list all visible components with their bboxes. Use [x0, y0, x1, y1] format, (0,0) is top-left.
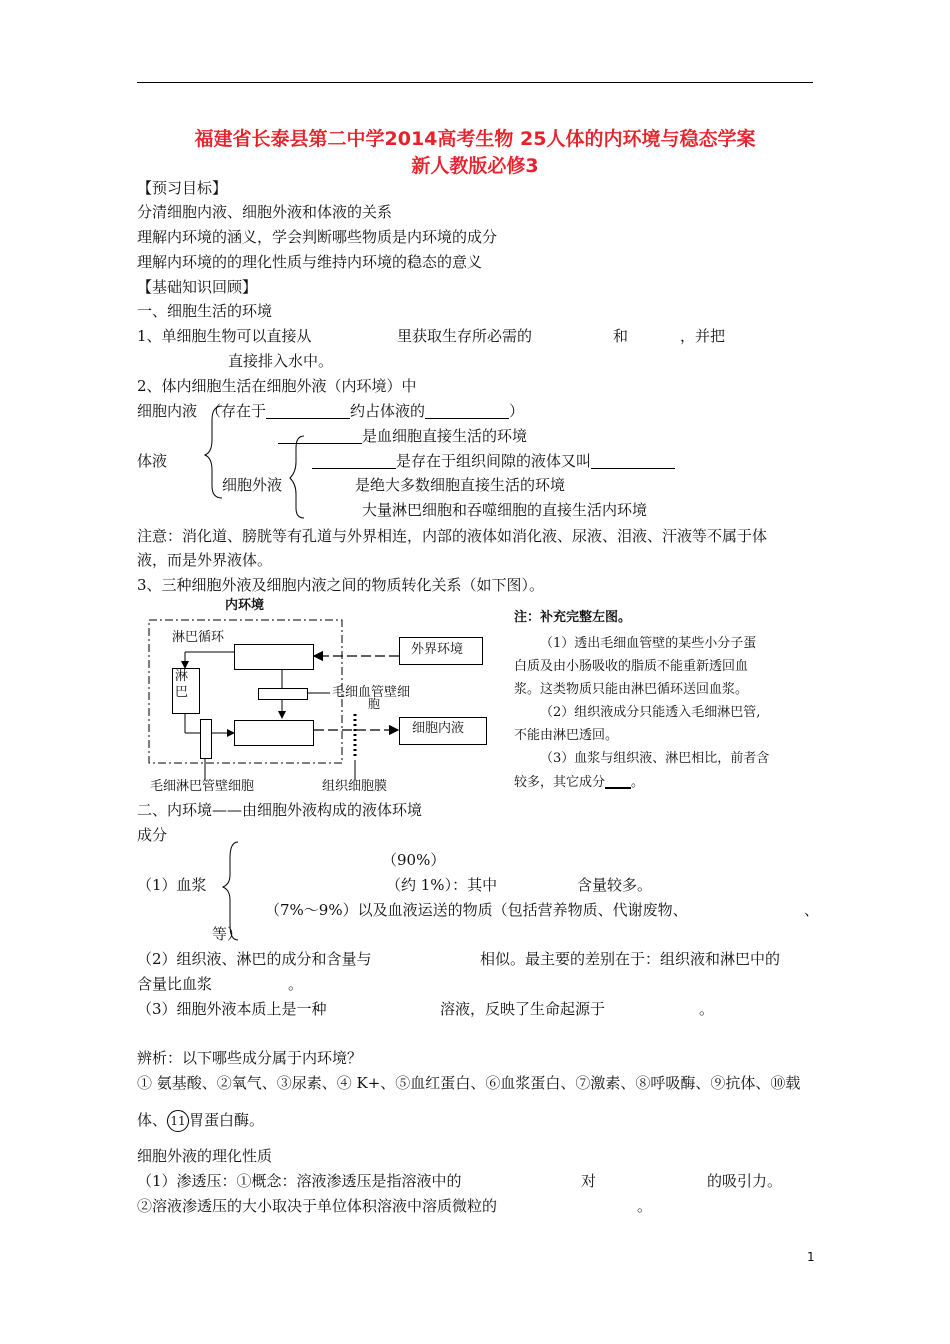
analysis-items-2: 体、 11 胃蛋白酶。 — [137, 1110, 264, 1132]
analysis-items: ① 氨基酸、②氧气、③尿素、④ K+、⑤血红蛋白、⑥血浆蛋白、⑦激素、⑧呼吸酶、⑨抗体、⑩载 — [137, 1074, 801, 1092]
extra-line-1: 是血细胞直接生活的环境 — [278, 429, 527, 444]
side-note-p3-2: 较多，其它成分 。 — [514, 775, 645, 790]
tissue-fluid-box — [234, 720, 314, 746]
plasma-box — [234, 644, 314, 670]
inner-env-label: 内环境 — [225, 598, 265, 613]
plasma-7-a: （7%～9%）以及血液运送的物质（包括营养物质、代谢废物、 — [265, 901, 688, 919]
capillary-wall-label-1: 毛细血管壁细 — [332, 685, 411, 700]
lymph-label-2: 巴 — [175, 685, 189, 700]
plasma-etc: 等） — [212, 925, 243, 943]
q1-part-b: 里获取生存所必需的 — [397, 327, 533, 345]
extra-label: 细胞外液 — [222, 476, 283, 494]
doc-title-line2: 新人教版必修3 — [411, 155, 539, 177]
page-number: 1 — [807, 1250, 815, 1264]
plasma-1-b: 含量较多。 — [577, 876, 653, 894]
q1-part-c: 和 — [613, 327, 629, 345]
capillary-wall-box — [258, 688, 308, 700]
q2-text: 2、体内细胞生活在细胞外液（内环境）中 — [137, 377, 417, 395]
osm2-a: ②溶液渗透压的大小取决于单位体积溶液中溶质微粒的 — [137, 1197, 498, 1215]
q1-part-e: 直接排入水中。 — [228, 352, 334, 370]
doc-title-line1: 福建省长泰县第二中学2014高考生物 25人体的内环境与稳态学案 — [194, 128, 756, 150]
physchem-heading: 细胞外液的理化性质 — [137, 1147, 273, 1165]
intracell-label: 细胞内液 — [412, 721, 465, 736]
s2-q2-b: 相似。最主要的差别在于：组织液和淋巴中的 — [480, 950, 781, 968]
plasma-90: （90%） — [382, 851, 446, 869]
extra-line-4: 大量淋巴细胞和吞噬细胞的直接生活内环境 — [362, 501, 648, 519]
preview-item-1: 分清细胞内液、细胞外液和体液的关系 — [137, 203, 393, 221]
preview-item-3: 理解内环境的的理化性质与维持内环境的稳态的意义 — [137, 253, 483, 271]
composition-label: 成分 — [137, 826, 168, 844]
preview-heading: 【预习目标】 — [137, 179, 228, 197]
preview-item-2: 理解内环境的涵义，学会判断哪些物质是内环境的成分 — [137, 228, 498, 246]
side-note-heading: 注：补充完整左图。 — [514, 610, 632, 625]
s2-q3-b: 溶液，反映了生命起源于 — [440, 1000, 606, 1018]
plasma-1-a: （约 1%）：其中 — [386, 876, 498, 894]
side-note-p2-2: 不能由淋巴透回。 — [514, 728, 619, 743]
plasma-label: （1）血浆 — [137, 876, 207, 894]
q3-text: 3、三种细胞外液及细胞内液之间的物质转化关系（如下图）。 — [137, 576, 545, 594]
osm2-b: 。 — [637, 1197, 653, 1215]
lymph-label-1: 淋 — [175, 669, 189, 684]
side-note-p2-1: （2）组织液成分只能透入毛细淋巴管, — [540, 705, 761, 720]
s2-q2-a: （2）组织液、淋巴的成分和含量与 — [137, 950, 372, 968]
outside-env-label: 外界环境 — [411, 642, 464, 657]
s2-q3-a: （3）细胞外液本质上是一种 — [137, 1000, 327, 1018]
osm-b: 对 — [581, 1172, 597, 1190]
lymph-cap-wall-label: 毛细淋巴管壁细胞 — [150, 779, 255, 794]
review-heading: 【基础知识回顾】 — [137, 278, 258, 296]
plasma-7-b: 、 — [804, 901, 820, 919]
q1-part-a: 1、单细胞生物可以直接从 — [137, 327, 312, 345]
note-line-2: 液，而是外界液体。 — [137, 551, 273, 569]
osm-a: （1）渗透压：①概念：溶液渗透压是指溶液中的 — [137, 1172, 462, 1190]
analysis-heading: 辨析：以下哪些成分属于内环境？ — [137, 1049, 363, 1067]
side-note-p1-2: 白质及由小肠吸收的脂质不能重新透回血 — [514, 659, 749, 674]
note-line-1: 注意：消化道、膀胱等有孔道与外界相连，内部的液体如消化液、尿液、泪液、汗液等不属于体 — [137, 527, 768, 545]
body-fluid-label: 体液 — [137, 452, 168, 470]
capillary-wall-label-2: 胞 — [368, 697, 381, 711]
lymph-cap-wall-box — [200, 719, 212, 759]
q1-part-d: ，并把 — [680, 327, 726, 345]
s2-q2-d: 。 — [288, 975, 304, 993]
side-note-p3-1: （3）血浆与组织液、淋巴相比，前者含 — [540, 751, 770, 766]
intra-label: 细胞内液 — [137, 402, 198, 420]
lymph-circ-label: 淋巴循环 — [172, 630, 225, 645]
s2-q2-c: 含量比血浆 — [137, 975, 213, 993]
intra-stored-in: （存在于 约占体液的 ） — [206, 402, 525, 420]
section2-heading: 二、内环境——由细胞外液构成的液体环境 — [137, 801, 423, 819]
circled-11: 11 — [167, 1110, 189, 1132]
extra-line-2: 是存在于组织间隙的液体又叫 — [312, 454, 675, 469]
section1-heading: 一、细胞生活的环境 — [137, 302, 273, 320]
tissue-membrane-label: 组织细胞膜 — [322, 779, 388, 794]
blank — [605, 775, 631, 789]
osm-c: 的吸引力。 — [707, 1172, 783, 1190]
side-note-p1-3: 浆。这类物质只能由淋巴循环送回血浆。 — [514, 682, 749, 697]
side-note-p1-1: （1）透出毛细血管壁的某些小分子蛋 — [540, 636, 757, 651]
s2-q3-c: 。 — [699, 1000, 715, 1018]
extra-line-3: 是绝大多数细胞直接生活的环境 — [355, 476, 566, 494]
